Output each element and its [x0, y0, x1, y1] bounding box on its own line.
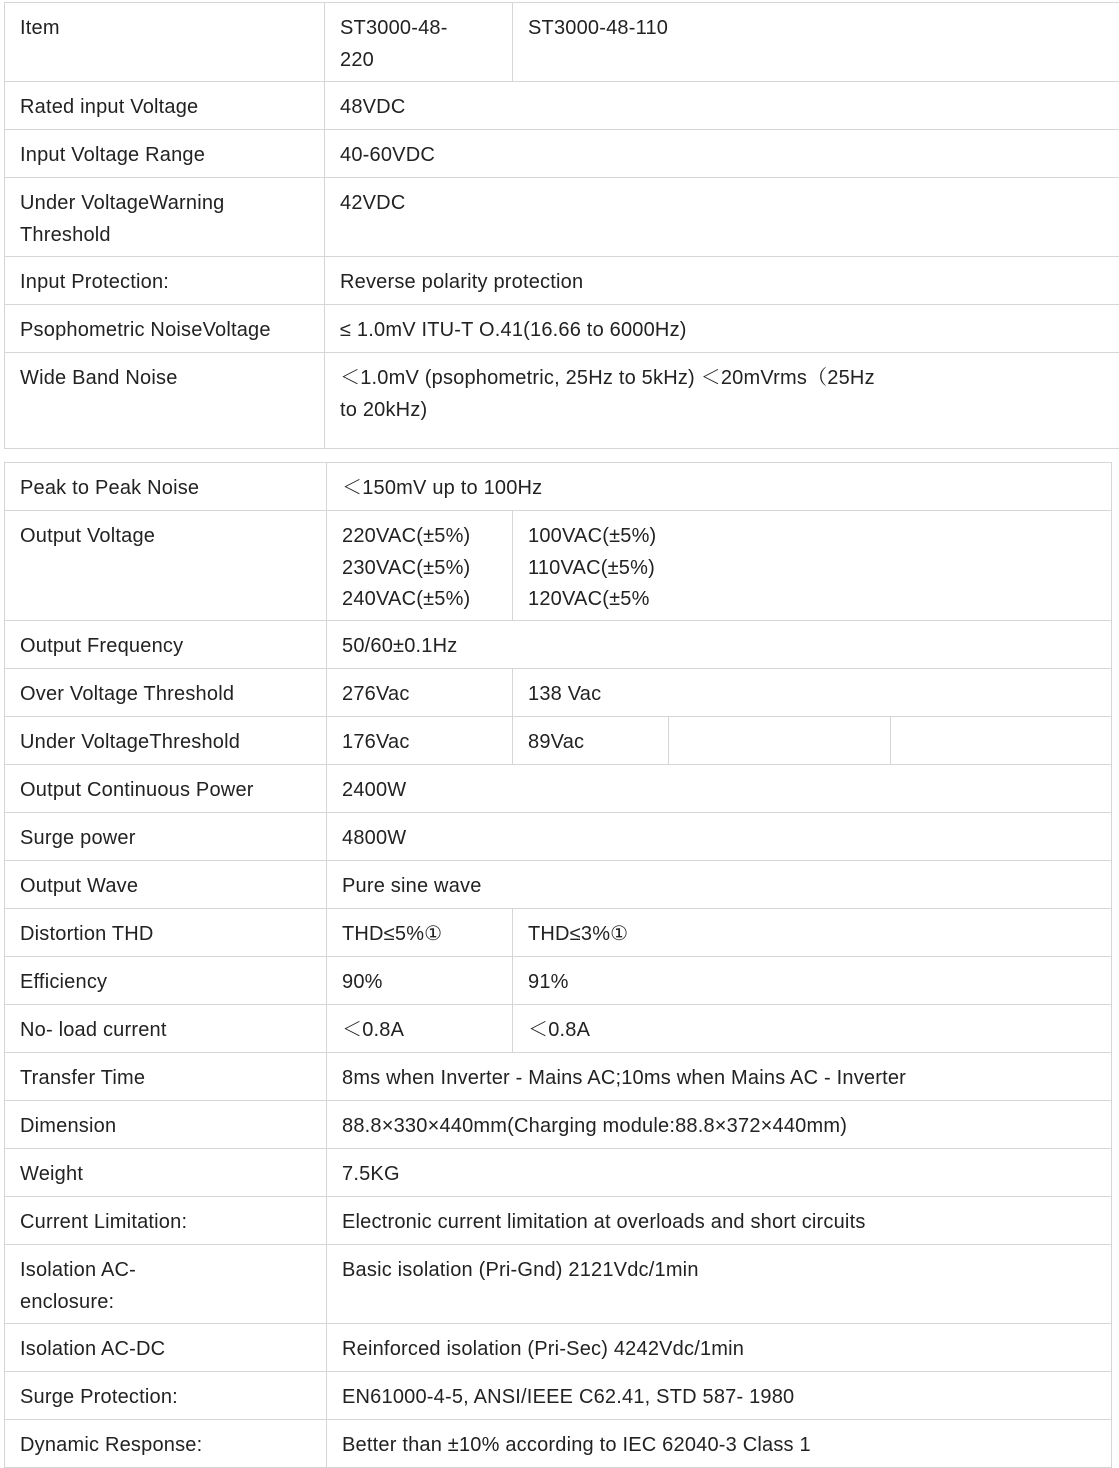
table-row [5, 130, 1119, 178]
table-row [5, 909, 1112, 957]
row-label: No- load current [5, 1005, 327, 1053]
row-value-a: THD≤5%① [327, 909, 513, 957]
row-value-b: 91% [513, 957, 1112, 1005]
row-value: 8ms when Inverter - Mains AC;10ms when Mains AC - Inverter [327, 1053, 1112, 1101]
row-label: Under VoltageWarning Threshold [5, 178, 325, 257]
row-value-a: 220VAC(±5%) 230VAC(±5%) 240VAC(±5%) [327, 511, 513, 621]
header-item-cell: Item [5, 3, 325, 82]
table-row [5, 1372, 1112, 1420]
row-value: EN61000-4-5, ANSI/IEEE C62.41, STD 587- 1980 [327, 1372, 1112, 1420]
table-header-row [5, 3, 1119, 82]
row-label: Output Frequency [5, 621, 327, 669]
row-label: Distortion THD [5, 909, 327, 957]
spec-table-input [4, 2, 1119, 449]
table-row [5, 463, 1112, 511]
row-value-a: 90% [327, 957, 513, 1005]
row-value: Electronic current limitation at overloads and short circuits [327, 1197, 1112, 1245]
row-label: Input Protection: [5, 257, 325, 305]
table-row [5, 717, 1112, 765]
table-row [5, 957, 1112, 1005]
row-value: Better than ±10% according to IEC 62040-3 Class 1 [327, 1420, 1112, 1468]
table-row [5, 621, 1112, 669]
row-value-a: ＜0.8A [327, 1005, 513, 1053]
table-row [5, 1324, 1112, 1372]
row-label: Isolation AC-DC [5, 1324, 327, 1372]
header-model-b-cell: ST3000-48-110 [513, 3, 1119, 82]
table-row [5, 861, 1112, 909]
table-row [5, 765, 1112, 813]
row-value: 7.5KG [327, 1149, 1112, 1197]
row-value: Reverse polarity protection [325, 257, 1119, 305]
table-row [5, 305, 1119, 353]
row-label: Current Limitation: [5, 1197, 327, 1245]
row-value: ＜150mV up to 100Hz [327, 463, 1112, 511]
row-label: Peak to Peak Noise [5, 463, 327, 511]
row-label: Surge power [5, 813, 327, 861]
row-value: Basic isolation (Pri-Gnd) 2121Vdc/1min [327, 1245, 1112, 1324]
row-value: 40-60VDC [325, 130, 1119, 178]
table-row [5, 82, 1119, 130]
empty-cell [891, 717, 1112, 765]
row-value: 48VDC [325, 82, 1119, 130]
row-label: Under VoltageThreshold [5, 717, 327, 765]
table-row [5, 813, 1112, 861]
row-value: 88.8×330×440mm(Charging module:88.8×372×440mm) [327, 1101, 1112, 1149]
row-label: Surge Protection: [5, 1372, 327, 1420]
row-label: Output Continuous Power [5, 765, 327, 813]
row-label: Weight [5, 1149, 327, 1197]
row-value: ＜1.0mV (psophometric, 25Hz to 5kHz) ＜20mVrms（25Hz to 20kHz) [325, 353, 1119, 449]
row-label: Isolation AC- enclosure: [5, 1245, 327, 1324]
table-row [5, 1197, 1112, 1245]
table-row [5, 257, 1119, 305]
row-label: Efficiency [5, 957, 327, 1005]
table-row [5, 1101, 1112, 1149]
table-row [5, 1420, 1112, 1468]
row-value-b: THD≤3%① [513, 909, 1112, 957]
row-label: Psophometric NoiseVoltage [5, 305, 325, 353]
table-row [5, 669, 1112, 717]
header-model-a-cell: ST3000-48- 220 [325, 3, 513, 82]
row-value-b: 138 Vac [513, 669, 1112, 717]
row-value: 42VDC [325, 178, 1119, 257]
table-row [5, 511, 1112, 621]
row-label: Output Voltage [5, 511, 327, 621]
row-value-b: ＜0.8A [513, 1005, 1112, 1053]
row-value: 2400W [327, 765, 1112, 813]
row-value-b: 89Vac [513, 717, 669, 765]
row-value-a: 276Vac [327, 669, 513, 717]
empty-cell [669, 717, 891, 765]
table-row [5, 1053, 1112, 1101]
row-label: Dynamic Response: [5, 1420, 327, 1468]
row-label: Dimension [5, 1101, 327, 1149]
row-value-a: 176Vac [327, 717, 513, 765]
table-row [5, 353, 1119, 449]
table-row [5, 1005, 1112, 1053]
row-label: Output Wave [5, 861, 327, 909]
row-label: Over Voltage Threshold [5, 669, 327, 717]
table-row [5, 178, 1119, 257]
row-value-b: 100VAC(±5%) 110VAC(±5%) 120VAC(±5% [513, 511, 1112, 621]
row-value: 4800W [327, 813, 1112, 861]
row-value: Reinforced isolation (Pri-Sec) 4242Vdc/1min [327, 1324, 1112, 1372]
row-label: Rated input Voltage [5, 82, 325, 130]
row-value: Pure sine wave [327, 861, 1112, 909]
row-value: 50/60±0.1Hz [327, 621, 1112, 669]
table-row [5, 1149, 1112, 1197]
spec-table-output [4, 462, 1112, 1468]
row-value: ≤ 1.0mV ITU-T O.41(16.66 to 6000Hz) [325, 305, 1119, 353]
table-row [5, 1245, 1112, 1324]
row-label: Input Voltage Range [5, 130, 325, 178]
row-label: Wide Band Noise [5, 353, 325, 449]
row-label: Transfer Time [5, 1053, 327, 1101]
